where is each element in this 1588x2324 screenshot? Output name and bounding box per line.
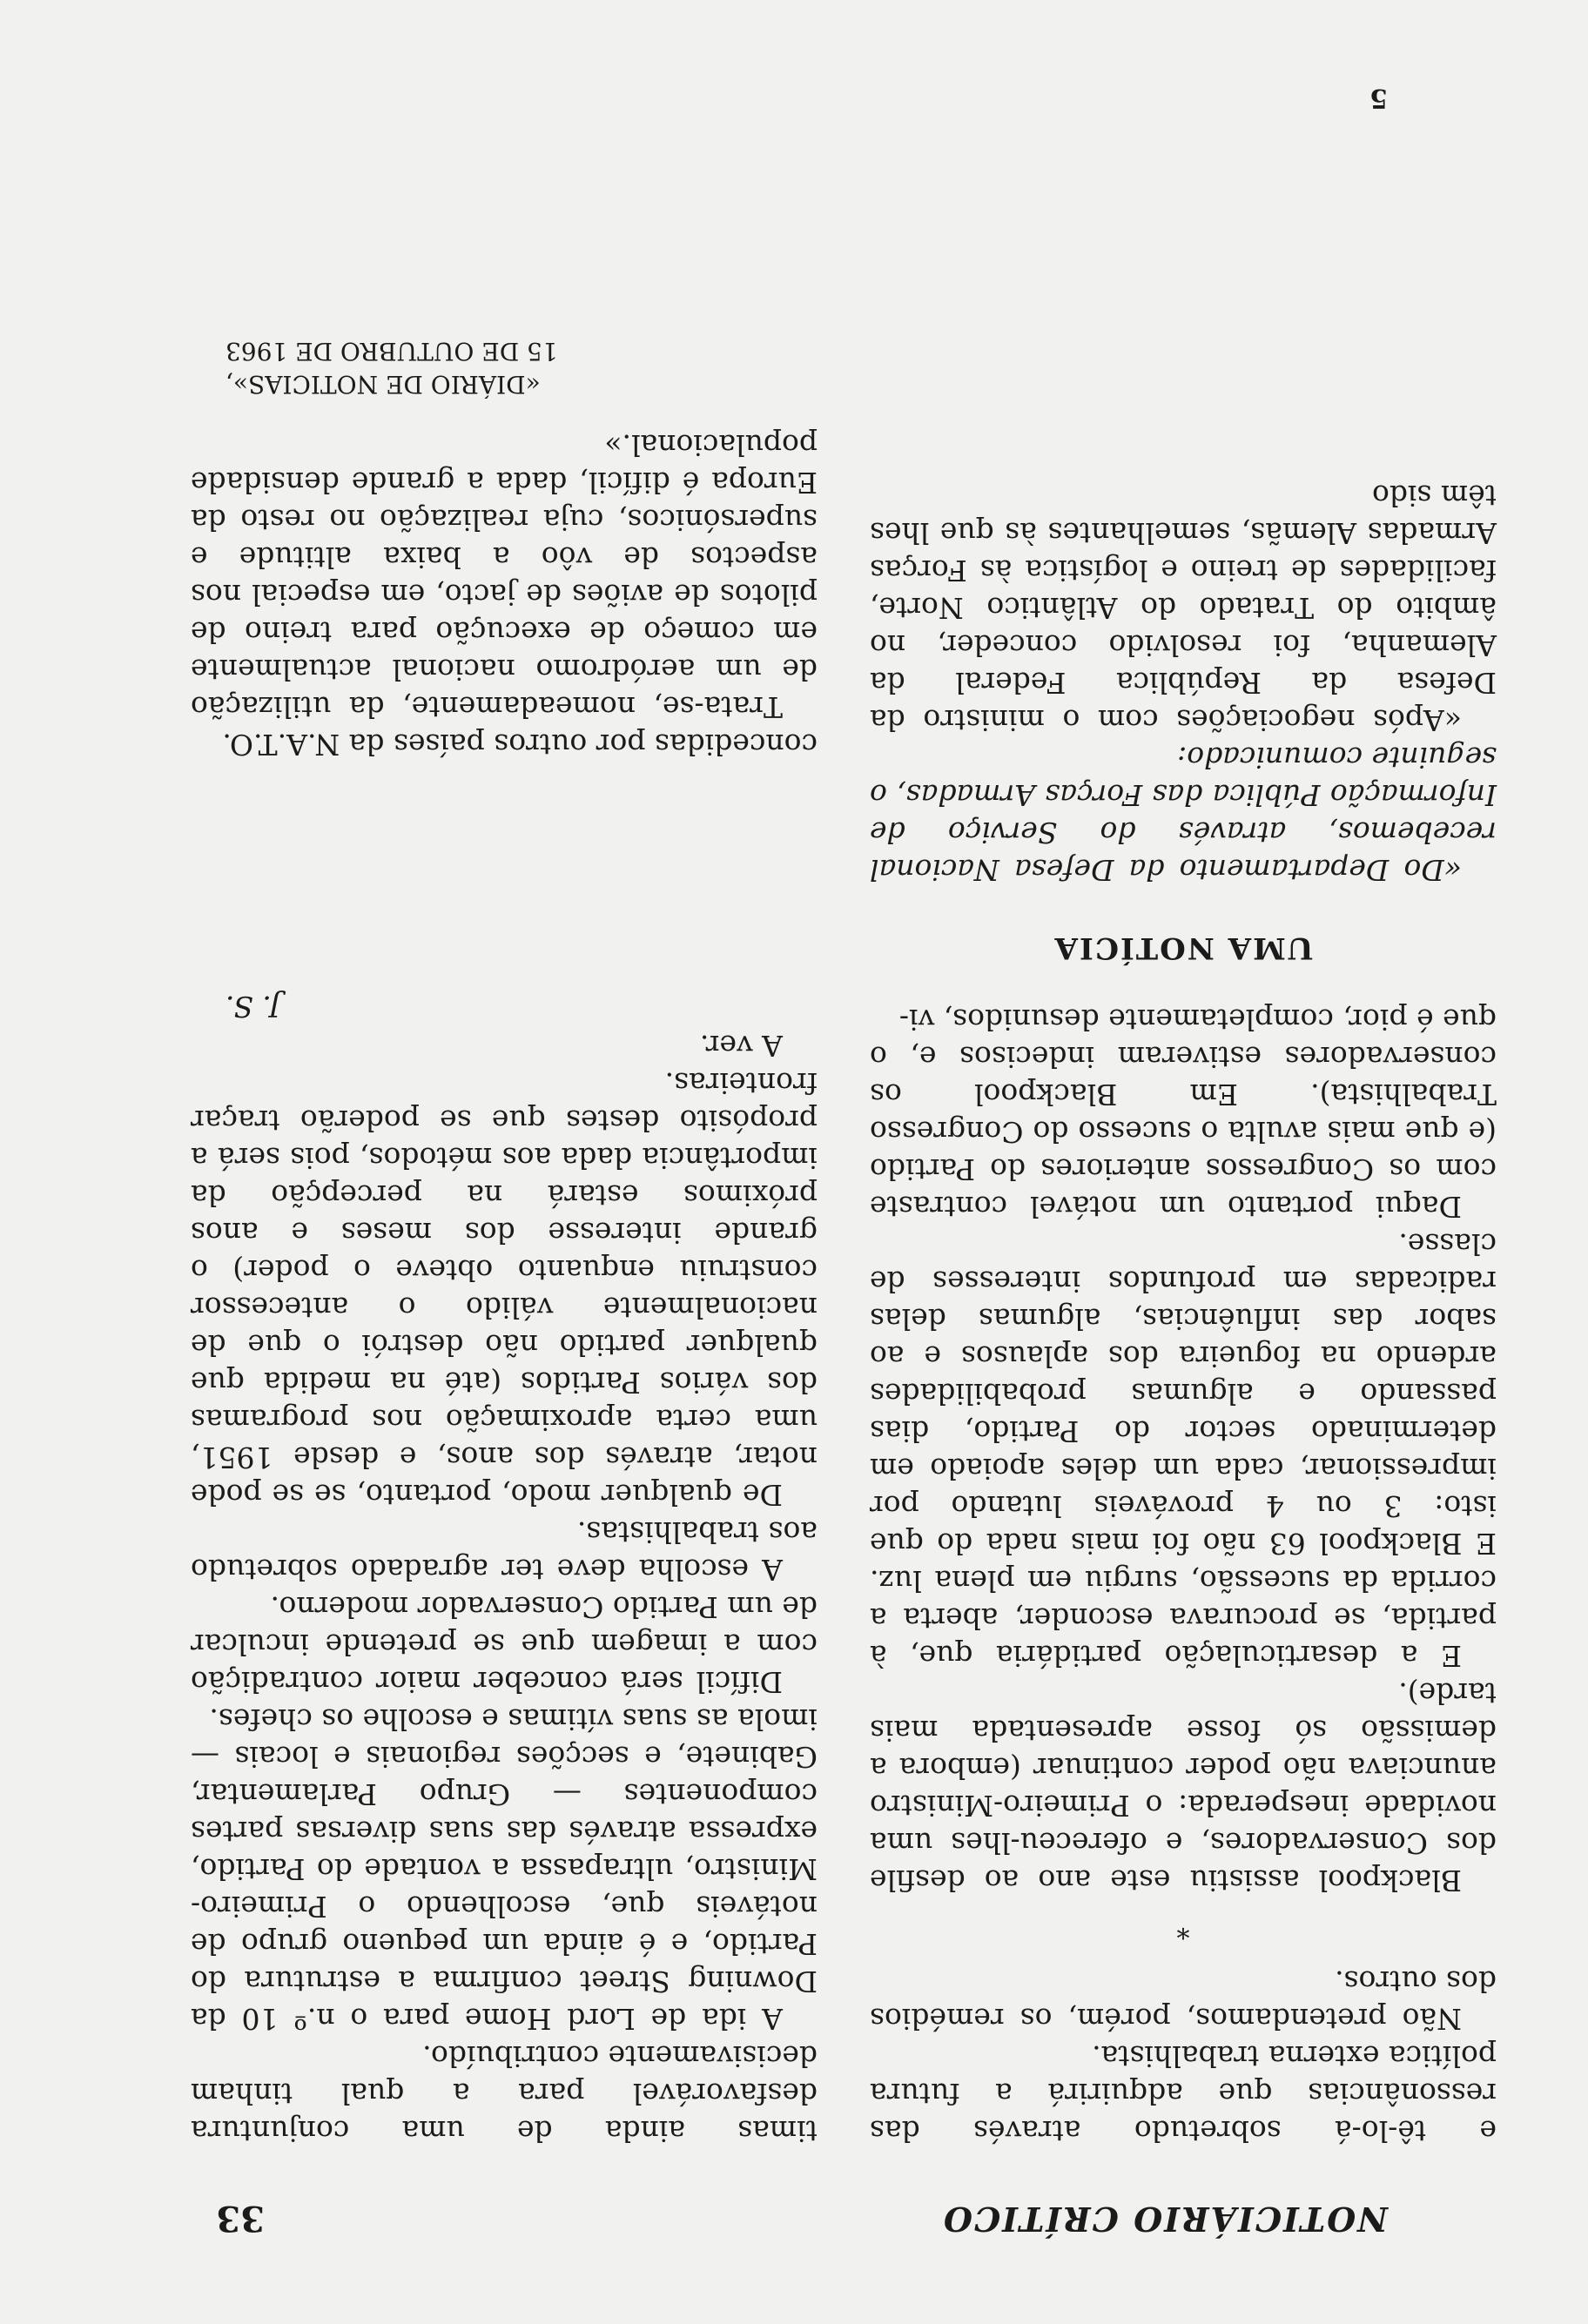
paragraph: E a desarticulação partidária que, à partida, se procurava esconder, aberta a corrida da sucessão, surgiu em plena luz. E Blackpool 63 não foi mais nada do que isto: 3 ou 4 prováveis lutando por impressionar, cada um deles apoiado em determinado sector do Partido, dias passando e algumas probabilidades ardendo na fogueira dos aplausos e ao sabor das influências, algumas delas radicadas em profundos interesses de classe.: [870, 1227, 1497, 1673]
author-signature: J. S.: [225, 990, 281, 1024]
paragraph: e tê-lo-á sobretudo através das ressonâncias que adquirirá a futura política externa trabalhista.: [870, 2039, 1497, 2148]
footer-page-mark: 5: [1369, 83, 1388, 113]
paragraph: Difícil será conceber maior contradição com a imagem que se pretende inculcar de um Partido Conservador moderno.: [191, 1590, 818, 1699]
source-name: «DIÁRIO DE NOTICIAS»,: [225, 370, 541, 399]
paragraph: A escolha deve ter agradado sobretudo aos trabalhistas.: [191, 1515, 818, 1587]
paragraph: concedidas por outros países da N.A.T.O.: [222, 728, 818, 762]
paragraph: Trata-se, nomeadamente, da utilização de um aeródromo nacional actualmente em começo de execução para treino de pilotos de aviões de jacto, em especial nos aspectos de vôo a baixa altitude e supersónicos, cuja realização no resto da Europa é difícil, dada a grande densidade populacional.»: [191, 428, 818, 724]
paragraph: timas ainda de uma conjuntura desfavorável para a qual tinham decisivamente contribuído.: [191, 2039, 818, 2148]
source-citation: [191, 334, 818, 400]
paragraph: Blackpool assistiu este ano ao desfile dos Conservadores, e ofereceu-lhes uma novidade inesperada: o Primeiro-Ministro anunciava não poder continuar (embora a demissão só fosse apresentada mais tarde).: [870, 1676, 1497, 1897]
page-number: 33: [216, 2198, 265, 2239]
running-header-title: NOTICIÁRIO CRÍTICO: [941, 2200, 1388, 2239]
spacer: [191, 763, 818, 988]
paragraph: Daqui portanto um notável contraste com os Congressos anteriores do Partido (e que mais avulta o sucesso do Congresso Trabalhista). Em Blackpool os conservadores estiveram indecisos e, o que é pior, completamente desunidos, vi-: [870, 1003, 1497, 1224]
paragraph: Não pretendamos, porém, os remédios dos outros.: [870, 1965, 1497, 2036]
section-separator: *: [1176, 1913, 1190, 1944]
quoted-paragraph: «Do Departamento da Defesa Nacional recebemos, através do Serviço de Informação Pública das Forças Armadas, o seguinte comunicado:: [870, 741, 1497, 887]
quoted-paragraph: «Após negociações com o ministro da Defesa da República Federal da Alemanha, foi resolvido conceder, no âmbito do Tratado do Atlântico Norte, facilidades de treino e logística às Forças Armadas Alemãs, semelhantes às que lhes têm sido: [870, 479, 1497, 737]
left-column: [870, 477, 1497, 2150]
paragraph: A ida de Lord Home para o n.º 10 da Downing Street confirma a estrutura do Partido, e é ainda um pequeno grupo de notáveis que, escolhendo o Primeiro-Ministro, ultrapassa a vontade do Partido, expressa através das suas diversas partes componentes — Grupo Parlamentar, Gabinete, e secções regionais e locais — imola as suas vítimas e escolhe os chefes.: [191, 1703, 818, 2036]
paragraph: De qualquer modo, portanto, se se pode notar, através dos anos, e desde 1951, uma certa aproximação nos programas dos vários Partidos (até na medida que qualquer partido não destrói o que de nacionalmente válido o antecessor construiu enquanto obteve o poder) o grande interesse dos meses e anos próximos estará na percepção da importância dada aos métodos, pois será a propósito destes que se poderão traçar fronteiras.: [191, 1066, 818, 1512]
right-column: [191, 334, 818, 2150]
section-heading: UMA NOTÍCIA: [1053, 930, 1314, 965]
source-date: 15 DE OUTUBRO DE 1963: [225, 337, 558, 366]
paragraph: A ver.: [699, 1029, 783, 1063]
